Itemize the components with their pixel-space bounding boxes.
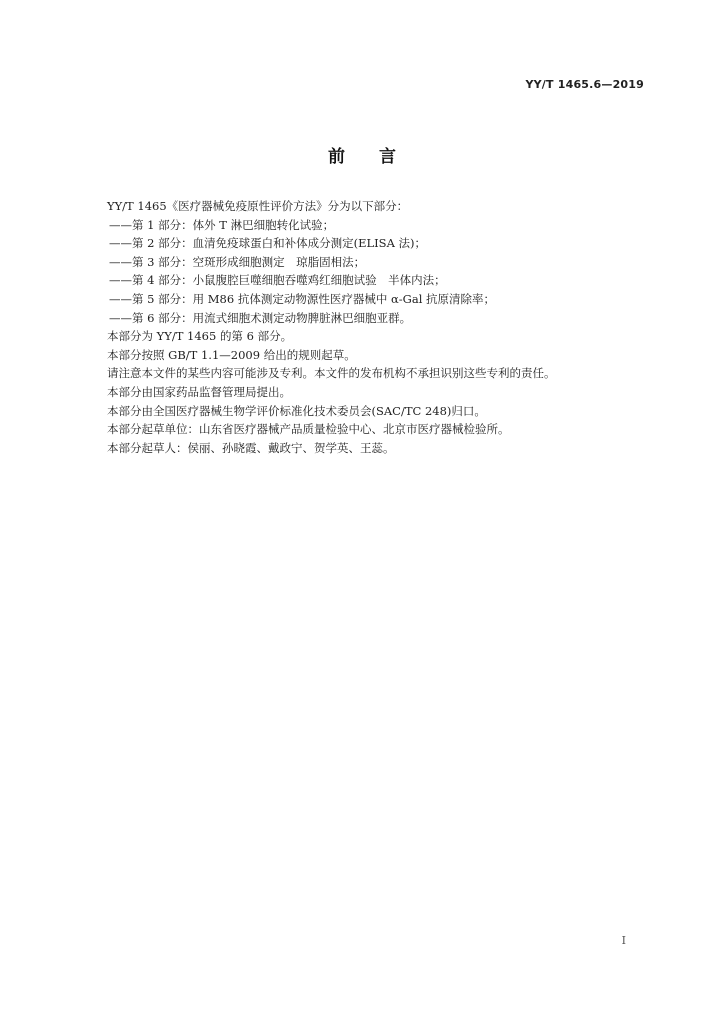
paragraph-intro: YY/T 1465《医疗器械免疫原性评价方法》分为以下部分： bbox=[107, 199, 409, 213]
list-item-part-4: ——第 4 部分：小鼠腹腔巨噬细胞吞噬鸡红细胞试验 半体内法； bbox=[109, 273, 446, 288]
list-item-part-2: ——第 2 部分：血清免疫球蛋白和补体成分测定(ELISA 法)； bbox=[109, 236, 427, 251]
foreword-body bbox=[107, 197, 647, 457]
list-item-part-3: ——第 3 部分：空斑形成细胞测定 琼脂固相法； bbox=[109, 254, 366, 269]
paragraph-patent-notice: 请注意本文件的某些内容可能涉及专利。本文件的发布机构不承担识别这些专利的责任。 bbox=[107, 366, 556, 381]
list-item-part-6: ——第 6 部分：用流式细胞术测定动物脾脏淋巴细胞亚群。 bbox=[109, 310, 412, 325]
paragraph-technical-committee: 本部分由全国医疗器械生物学评价标准化技术委员会(SAC/TC 248)归口。 bbox=[107, 403, 486, 418]
paragraph-drafters: 本部分起草人：侯丽、孙晓霞、戴政宁、贺学英、王蕊。 bbox=[107, 440, 395, 455]
list-item-part-1: ——第 1 部分：体外 T 淋巴细胞转化试验； bbox=[109, 217, 335, 232]
paragraph-drafting-units: 本部分起草单位：山东省医疗器械产品质量检验中心、北京市医疗器械检验所。 bbox=[107, 422, 510, 437]
section-title: 前言 bbox=[328, 147, 430, 167]
paragraph-drafting-rules: 本部分按照 GB/T 1.1—2009 给出的规则起草。 bbox=[107, 347, 356, 362]
list-item-part-5: ——第 5 部分：用 M86 抗体测定动物源性医疗器械中 α-Gal 抗原清除率； bbox=[109, 291, 496, 306]
page-number: I bbox=[621, 934, 626, 947]
document-code: YY/T 1465.6—2019 bbox=[525, 78, 644, 91]
paragraph-part-statement: 本部分为 YY/T 1465 的第 6 部分。 bbox=[107, 329, 293, 344]
paragraph-proposer: 本部分由国家药品监督管理局提出。 bbox=[107, 384, 291, 399]
